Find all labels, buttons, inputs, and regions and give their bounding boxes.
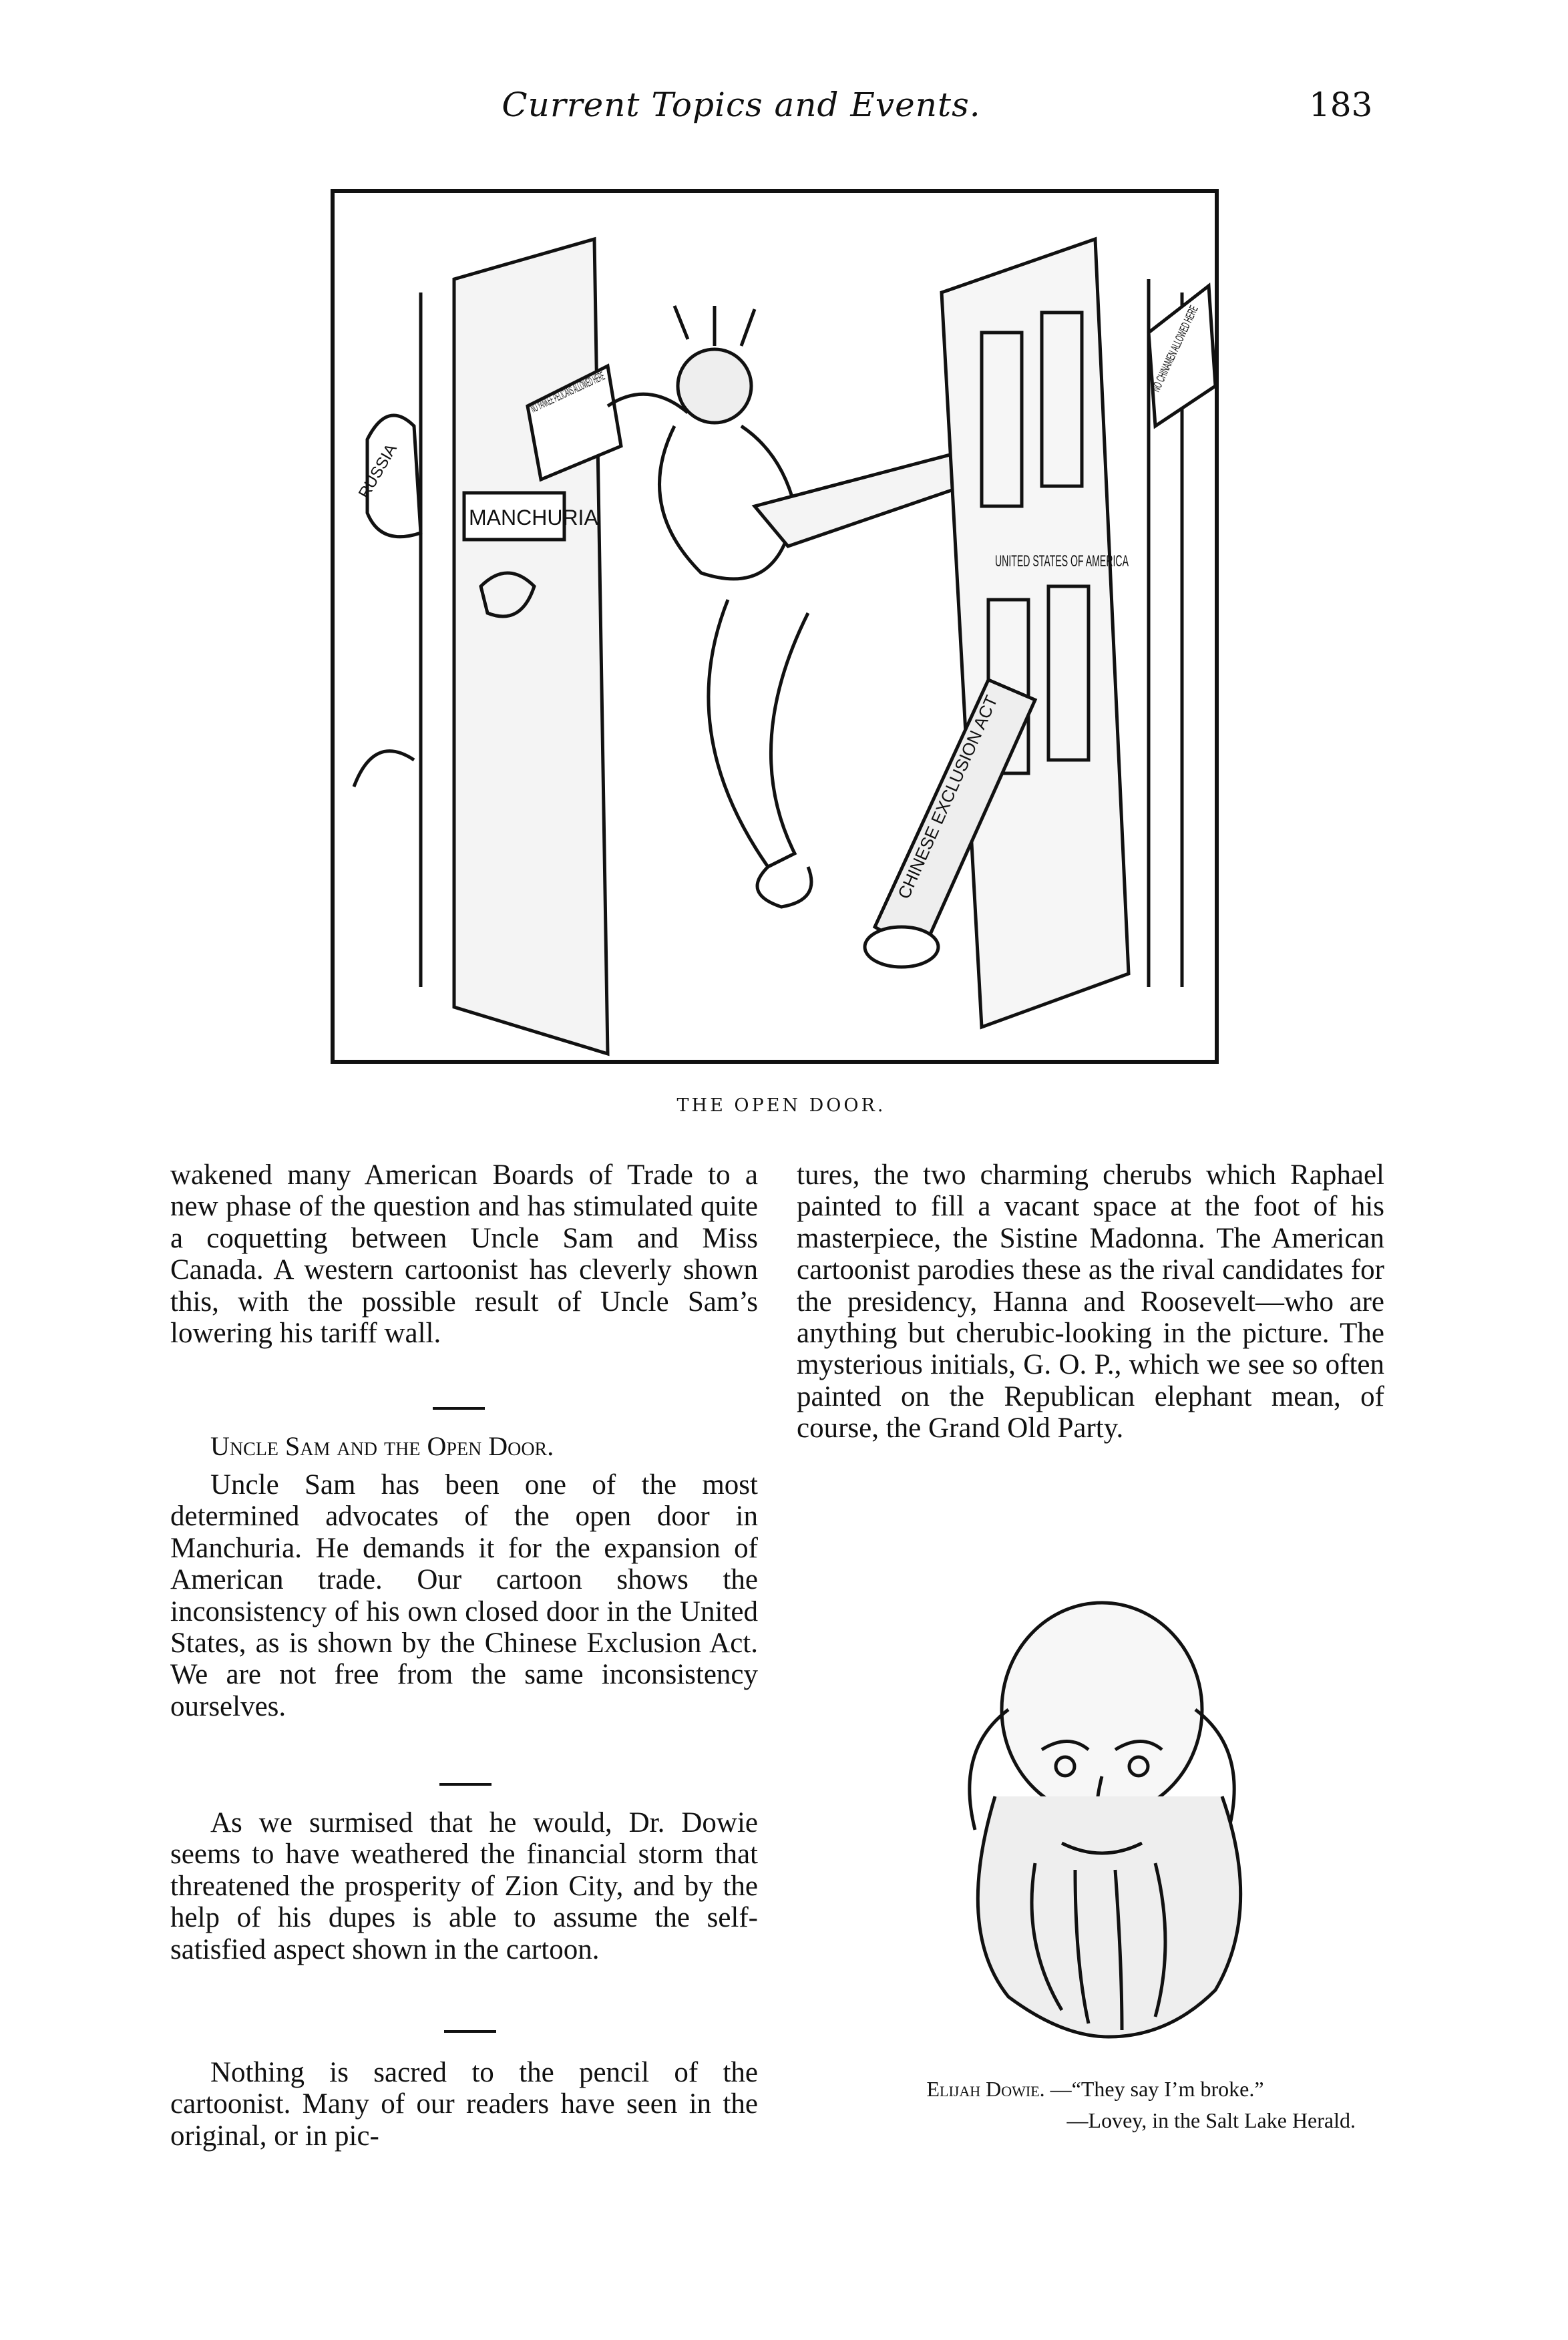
dowie-caption xyxy=(835,2077,1356,2102)
open-door-caption: THE OPEN DOOR. xyxy=(676,1095,886,1116)
left-para-4: Nothing is sacred to the pencil of the cartoonist. Many of our readers have seen in the original, or in pic- xyxy=(170,2057,758,2152)
usa-door-label: UNITED STATES OF AMERICA xyxy=(995,552,1129,570)
section-divider xyxy=(439,1783,492,1786)
open-door-illustration xyxy=(327,186,1239,1067)
page-number: 183 xyxy=(1309,85,1373,124)
section-heading: Uncle Sam and the Open Door. xyxy=(210,1431,554,1461)
dowie-caption-name: Elijah Dowie. xyxy=(926,2077,1045,2101)
manchuria-door-label: MANCHURIA xyxy=(469,506,598,530)
running-header-title: Current Topics and Events. xyxy=(502,85,981,124)
russia-label: RUSSIA xyxy=(355,441,401,502)
section-divider xyxy=(444,2030,496,2033)
open-door-cartoon xyxy=(327,186,1239,1067)
dowie-illustration xyxy=(881,1576,1302,2057)
left-para-1: wakened many American Boards of Trade to a new phase of the question and has stimulated quite a coquetting between Uncle Sam and Miss Canada. A western cartoonist has cleverly shown this, with the possible result of Uncle Sam’s lowering his tariff wall. xyxy=(170,1159,758,1350)
dowie-portrait xyxy=(881,1576,1302,2057)
section-divider xyxy=(433,1407,485,1410)
left-para-2: Uncle Sam has been one of the most determined advocates of the open door in Manchuria. He demands it for the expansion of American trade. Our cartoon shows the inconsistency of his own closed door in the United States, as is shown by the Chinese Exclusion Act. We are not free from the same inconsistency ourselves. xyxy=(170,1469,758,1722)
exclusion-act-label: CHINESE EXCLUSION ACT xyxy=(894,691,1002,902)
no-chinamen-sign: NO CHINAMEN ALLOWED HERE xyxy=(1149,221,1239,394)
left-para-3: As we surmised that he would, Dr. Dowie seems to have weathered the financial storm that threatened the prosperity of Zion City, and by the help of his dupes is able to assume the self-satisfied aspect shown in the cartoon. xyxy=(170,1807,758,1965)
dowie-caption-quote: —“They say I’m broke.” xyxy=(1050,2077,1264,2101)
right-para-1: tures, the two charming cherubs which Raphael painted to fill a vacant space at the foot of his masterpiece, the Sistine Madonna. The American cartoonist parodies these as the rival candidates for the presidency, Hanna and Roosevelt—who are anything but cherubic-looking in the picture. The mysterious initials, G. O. P., which we see so often painted on the Republican elephant mean, of course, the Grand Old Party. xyxy=(797,1159,1384,1444)
dowie-credit: —Lovey, in the Salt Lake Herald. xyxy=(1066,2108,1356,2132)
